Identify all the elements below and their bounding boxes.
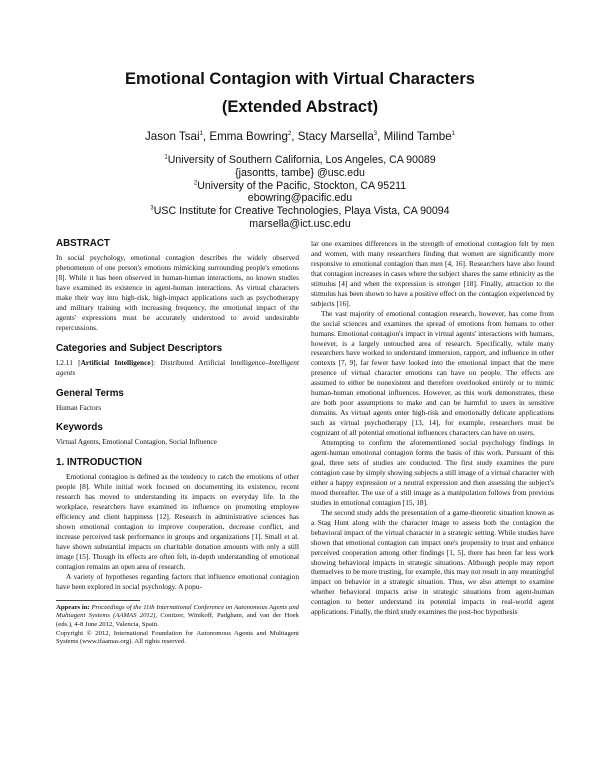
paper-title: Emotional Contagion with Virtual Characters	[125, 70, 475, 88]
keywords-heading: Keywords	[56, 422, 103, 434]
general-terms-heading: General Terms	[56, 387, 124, 399]
affiliation-email: {jasontts, tambe} @usc.edu	[235, 166, 365, 179]
author-mark: 2	[287, 131, 292, 138]
affiliation-line	[0, 205, 600, 218]
affiliation-email: marsella@ict.usc.edu	[249, 217, 351, 230]
footnote-proceedings	[56, 604, 299, 630]
author-name: Jason Tsai	[144, 130, 200, 143]
author-mark: 3	[373, 131, 378, 138]
categories-text	[56, 358, 299, 378]
category-bold: Artificial Intelligence	[80, 357, 151, 367]
keywords-text: Virtual Agents, Emotional Contagion, Social Influence	[56, 437, 217, 447]
body-paragraph: The vast majority of emotional contagion research, however, has come from the social sciences and examines the spread of emotions from humans to other humans. Emotional contagion's impact in virtual agents' interactions with humans, however, is a largely untouched area of research. Specifically, while many researchers have worked to understand immersion, rapport, and influence in other contexts [7, 9], far fewer have looked into the emotional impact that the mere presence of virtual character emotions can have on people. The effects are assumed to either be nonexistent and therefore overlooked entirely or to mimic human-human emotional influences. However, as this work demonstrates, these are both poor assumptions to make and can be harmful to users in sensitive domains. As virtual agents enter high-risk and emotionally delicate applications such as virtual psychotherapy [13, 14], for example, researchers must be cognizant of all potential emotional influences characters can have on users.	[311, 308, 554, 438]
introduction-paragraph: A variety of hypotheses regarding factors that influence emotional contagion have been explored in social psychology. A popu-	[56, 571, 299, 591]
affiliation-text: USC Institute for Creative Technologies, Playa Vista, CA 90094	[153, 205, 450, 218]
category-italic: Intelligent agents	[56, 357, 299, 377]
category-rest: ]: Distributed Artificial Intelligence–	[150, 357, 269, 367]
author-name: Milind Tambe	[383, 130, 452, 143]
left-column	[56, 238, 299, 647]
body-paragraph: The second study adds the presentation of a game-theoretic situation known as a Stag Hunt along with the character image to assess both the contagion the behavioral impact of the virtual character in a strategic setting. While studies have shown that emotional contagion can impact one's propensity to trust and enhance perceived cooperation among other findings [1, 5], there has been far less work showing behavioral impacts in strategic situations. Although people may report themselves to be more trusting, for example, this may not result in any meaningful impact on behavior in a strategic situation. Thus, we also attempt to examine whether behavioral impacts arise in strategic situations from agent-human contagion to better understand its potential impacts in real-world agent applications. Finally, the third study examines the post-hoc hypothesis	[311, 507, 554, 617]
footnote-divider	[56, 600, 140, 601]
affiliation-block	[0, 154, 600, 231]
affiliation-mark: 3	[150, 205, 154, 212]
category-code: I.2.11 [	[56, 357, 81, 367]
categories-heading: Categories and Subject Descriptors	[56, 342, 223, 354]
introduction-heading: 1. INTRODUCTION	[56, 457, 142, 469]
copyright-word: Copyright	[56, 629, 84, 637]
footnote-label: Appears in:	[56, 603, 90, 611]
abstract-text: In social psychology, emotional contagion describes the widely observed phenomenon of one person's emotions mimicking surrounding people's emotions [8]. While it has been observed in human-human interactions, no known studies have examined its existence in agent-human interactions. As virtual characters make their way into high-risk, high-impact applications such as psychotherapy and military training with increasing frequency, the emotional impact of the agents' expressions must be accurately understood to avoid undesirable repercussions.	[56, 253, 299, 332]
affiliation-email: ebowring@pacific.edu	[247, 192, 353, 205]
affiliation-mark: 1	[164, 154, 168, 161]
right-column	[311, 239, 554, 617]
author-mark: 1	[199, 131, 203, 138]
affiliation-line	[0, 180, 600, 193]
copyright-icon: ©	[86, 629, 92, 637]
author-list: Jason Tsai$^1$, Emma Bowring$^2$, Stacy Marsella$^3$, Milind Tambe$^1$	[144, 130, 456, 143]
introduction-paragraph: Emotional contagion is defined as the tendency to catch the emotions of other people [8]. While initial work focused on documenting its existence, recent research has moved to understanding its impacts on everyday life. In the workplace, researchers have examined its influence on promoting employee efficiency and client happiness [12]. Research in administrative sciences has shown emotional contagion to improve cooperation, decrease conflict, and increase perceived task performance in groups and organizations [1]. Small et al. have shown substantial impacts on charitable donation amounts with only a still image [15]. Though its effects are often felt, in-depth understanding of emotional contagion remains an open area of research.	[56, 472, 299, 572]
footnote-venue: Proceedings of the 11th International Conference on Autonomous Agents and Multiagent Systems (AAMAS 2012),	[56, 603, 300, 620]
affiliation-text: University of the Pacific, Stockton, CA 95211	[197, 179, 407, 192]
copyright-text: 2012, International Foundation for Autonomous Agents and Multiagent Systems (www.ifaamas.org). All rights reserved.	[56, 629, 300, 646]
affiliation-line	[0, 154, 600, 167]
author-name: Stacy Marsella	[297, 130, 374, 143]
paper-subtitle: (Extended Abstract)	[221, 98, 379, 116]
general-terms-text: Human Factors	[56, 402, 102, 412]
footnote-editors: Conitzer, Winikoff, Padgham, and van der Hoek (eds.), 4-8 June 2012, Valencia, Spain.	[56, 612, 299, 629]
author-name: Emma Bowring	[209, 130, 288, 143]
author-mark: 1	[451, 131, 456, 138]
affiliation-text: University of Southern California, Los Angeles, CA 90089	[167, 154, 436, 166]
body-paragraph: lar one examines differences in the strength of emotional contagion felt by men and women, with many researchers finding that women are significantly more responsive to emotional contagion than men [4, 16]. Researchers have also found that contagion increases in cases where the subject shares the same ethnicity as the stimulus [4] and when the expression is stronger [18]. Finally, attraction to the stimulus has been shown to have a positive effect on the contagion experienced by subjects [16].	[311, 239, 554, 308]
body-paragraph: Attempting to confirm the aforementioned social psychology findings in agent-human emotional contagion forms the basis of this work. Pursuant of this goal, three sets of studies are conducted. The first study examines the pure contagion case by simply showing subjects a still image of a virtual character with either a happy expression or a neutral expression and then assessing the subject's mood thereafter. The use of a still image as a manipulation follows from previous studies in emotional contagion [15, 18].	[311, 438, 554, 507]
affiliation-mark: 2	[193, 180, 198, 187]
footnote-copyright	[56, 630, 299, 647]
abstract-heading: ABSTRACT	[56, 238, 110, 249]
